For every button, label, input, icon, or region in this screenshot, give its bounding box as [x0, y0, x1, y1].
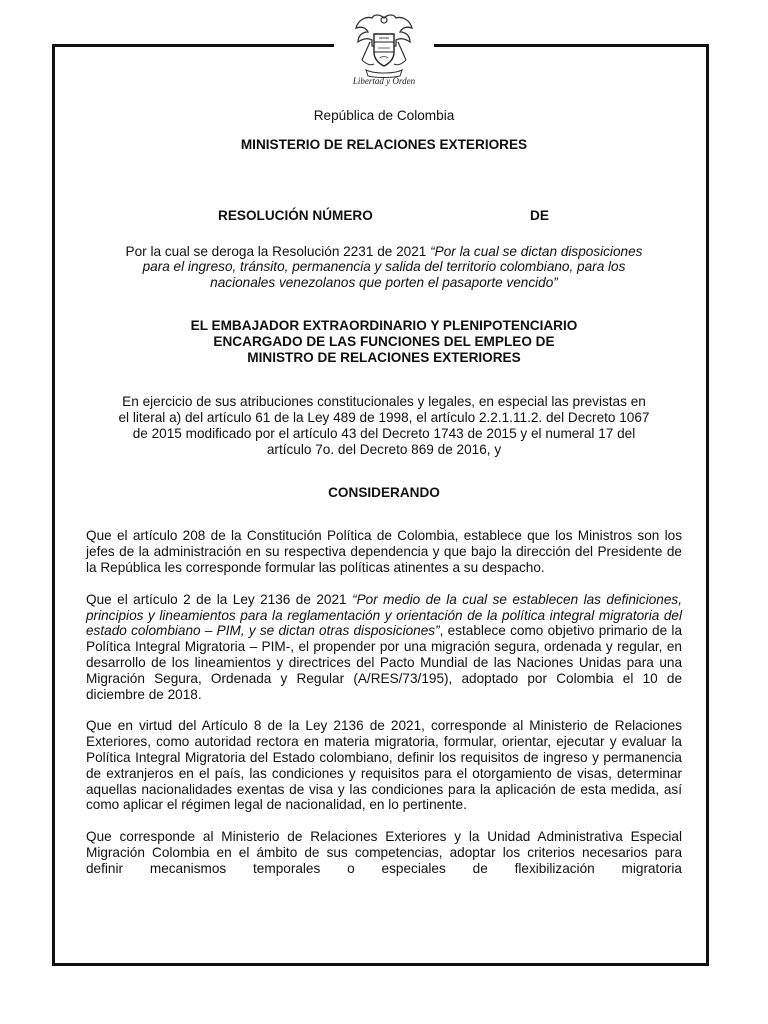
- official-title-line-3: MINISTRO DE RELACIONES EXTERIORES: [247, 349, 521, 365]
- official-title-line-2: ENCARGADO DE LAS FUNCIONES DEL EMPLEO DE: [213, 333, 555, 349]
- resolution-number-label: RESOLUCIÓN NÚMERO: [218, 207, 373, 223]
- powers-line-4: artículo 7o. del Decreto 869 de 2016, y: [266, 441, 502, 457]
- considering-heading: CONSIDERANDO: [328, 484, 440, 500]
- ministry-name: MINISTERIO DE RELACIONES EXTERIORES: [240, 136, 528, 152]
- subject-quote-line-1: “Por la cual se dictan disposiciones: [430, 243, 643, 259]
- paragraph-2: [86, 592, 682, 703]
- subject-quote-line-2: para el ingreso, tránsito, permanencia y salida del territorio colombiano, para los: [142, 259, 626, 275]
- powers-line-2: el literal a) del artículo 61 de la Ley 489 de 1998, el artículo 2.2.1.11.2. del Decreto 1067: [118, 410, 650, 426]
- powers-line-1: En ejercicio de sus atribuciones constitucionales y legales, en especial las previstas en: [122, 394, 646, 410]
- paragraph-3: Que en virtud del Artículo 8 de la Ley 2136 de 2021, corresponde al Ministerio de Relaciones Exteriores, como autoridad rectora en materia migratoria, formular, orientar, ejecutar y evaluar la Política Integral Migratoria del Estado colombiano, definir los requisitos de ingreso y permanencia de extranjeros en el país, las condiciones y requisitos para el otorgamiento de visas, determinar aquellas nacionalidades exentas de visa y las condiciones para la aplicación de esta medida, así como aplicar el régimen legal de nacionalidad, en lo pertinente.: [86, 718, 682, 813]
- paragraph-4: Que corresponde al Ministerio de Relaciones Exteriores y la Unidad Administrativa Especial Migración Colombia en el ámbito de sus competencias, adoptar los criterios necesarios para definir mecanismos temporales o especiales de flexibilización migratoria: [86, 829, 682, 876]
- country-name: República de Colombia: [313, 108, 455, 123]
- coat-of-arms: [334, 12, 434, 92]
- resolution-date-label: DE: [530, 207, 549, 223]
- official-title-line-1: EL EMBAJADOR EXTRAORDINARIO Y PLENIPOTENCIARIO: [190, 317, 578, 333]
- paragraph-2-law-title: “Por medio de la cual se establecen las definiciones, principios y lineamientos para la reglamentación y orientación de la política integral migratoria del estado colombiano – PIM, y se dictan otras disposiciones”: [86, 591, 682, 639]
- document-body: [86, 108, 682, 877]
- subject-quote-line-3: nacionales venezolanos que porten el pasaporte vencido”: [210, 275, 558, 291]
- motto: Libertad y Orden: [352, 76, 416, 86]
- resolution-subject: [86, 244, 682, 291]
- legal-powers: [86, 394, 682, 457]
- paragraph-2-rest: , establece como objetivo primario de la Política Integral Migratoria – PIM-, el propender por una migración segura, ordenada y regular, en desarrollo de los lineamientos y directrices del Pacto Mundial de las Naciones Unidas para una Migración Segura, Ordenada y Regular (A/RES/73/195), adoptado por Colombia el 10 de diciembre de 2018.: [86, 623, 683, 702]
- subject-intro: Por la cual se deroga la Resolución 2231 de 2021: [125, 243, 431, 259]
- paragraph-2-intro: Que el artículo 2 de la Ley 2136 de 2021: [86, 591, 353, 607]
- condor-crest-icon: [352, 12, 416, 78]
- official-title: [86, 318, 682, 365]
- powers-line-3: de 2015 modificado por el artículo 43 del Decreto 1743 de 2015 y el numeral 17 del: [132, 425, 636, 441]
- paragraph-1: Que el artículo 208 de la Constitución Política de Colombia, establece que los Ministros son los jefes de la administración en su respectiva dependencia y que bajo la dirección del Presidente de la República les corresponde formular las políticas atinentes a su despacho.: [86, 528, 682, 575]
- resolution-title: [86, 208, 682, 224]
- considering-paragraphs: [86, 528, 682, 876]
